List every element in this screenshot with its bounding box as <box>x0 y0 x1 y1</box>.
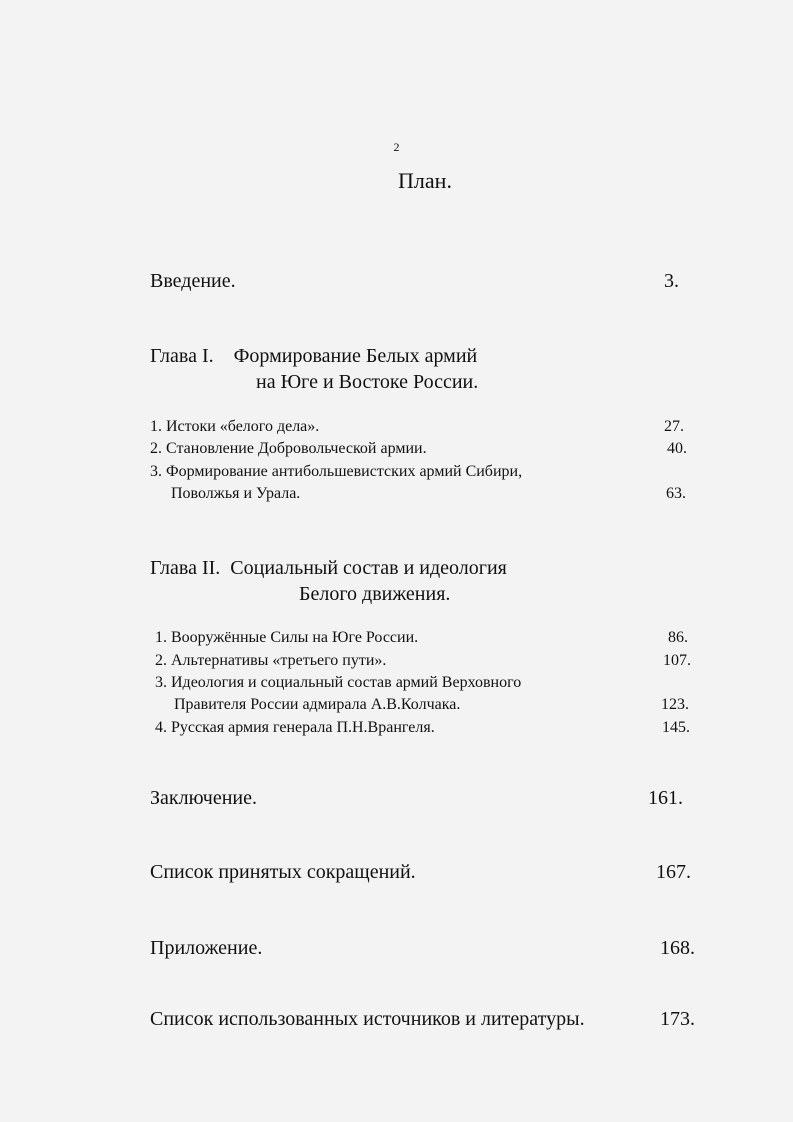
toc-appendix-label: Приложение. <box>150 937 263 959</box>
chapter1-item-2: 2. Становление Добровольческой армии. <box>150 440 427 457</box>
chapter2-heading-line1: Глава II. Социальный состав и идеология <box>150 557 507 579</box>
chapter1-heading-line1: Глава I. Формирование Белых армий <box>150 345 478 367</box>
chapter2-item-4: 4. Русская армия генерала П.Н.Врангеля. <box>155 719 435 736</box>
toc-sources-label: Список использованных источников и литературы. <box>150 1008 585 1030</box>
chapter2-item-2-page: 107. <box>663 652 691 669</box>
page-number: 2 <box>393 140 400 154</box>
chapter1-item-1-page: 27. <box>664 418 684 435</box>
chapter2-item-1: 1. Вооружённые Силы на Юге России. <box>155 629 419 646</box>
toc-intro-label: Введение. <box>150 270 236 292</box>
toc-conclusion-label: Заключение. <box>150 787 257 809</box>
chapter1-heading-line2: на Юге и Востоке России. <box>256 371 479 393</box>
toc-appendix-page: 168. <box>660 937 695 959</box>
chapter2-item-3-cont: Правителя России адмирала А.В.Колчака. <box>174 696 461 713</box>
chapter1-item-3: 3. Формирование антибольшевистских армий Сибири, <box>150 463 523 480</box>
chapter1-item-3-page: 63. <box>666 485 686 502</box>
chapter2-heading-line2: Белого движения. <box>299 583 451 605</box>
toc-abbreviations-label: Список принятых сокращений. <box>150 861 416 883</box>
chapter2-item-4-page: 145. <box>662 719 690 736</box>
page-title: План. <box>398 168 452 193</box>
toc-conclusion-page: 161. <box>648 787 683 809</box>
chapter1-item-2-page: 40. <box>667 440 687 457</box>
toc-abbreviations-page: 167. <box>656 861 691 883</box>
chapter1-item-1: 1. Истоки «белого дела». <box>150 418 320 435</box>
chapter2-item-3-page: 123. <box>661 696 689 713</box>
chapter2-item-3: 3. Идеология и социальный состав армий Верховного <box>155 674 522 691</box>
chapter1-item-3-cont: Поволжья и Урала. <box>171 485 301 502</box>
chapter2-item-2: 2. Альтернативы «третьего пути». <box>155 652 387 669</box>
toc-sources-page: 173. <box>660 1008 695 1030</box>
chapter2-item-1-page: 86. <box>668 629 688 646</box>
toc-intro-page: 3. <box>664 270 679 292</box>
